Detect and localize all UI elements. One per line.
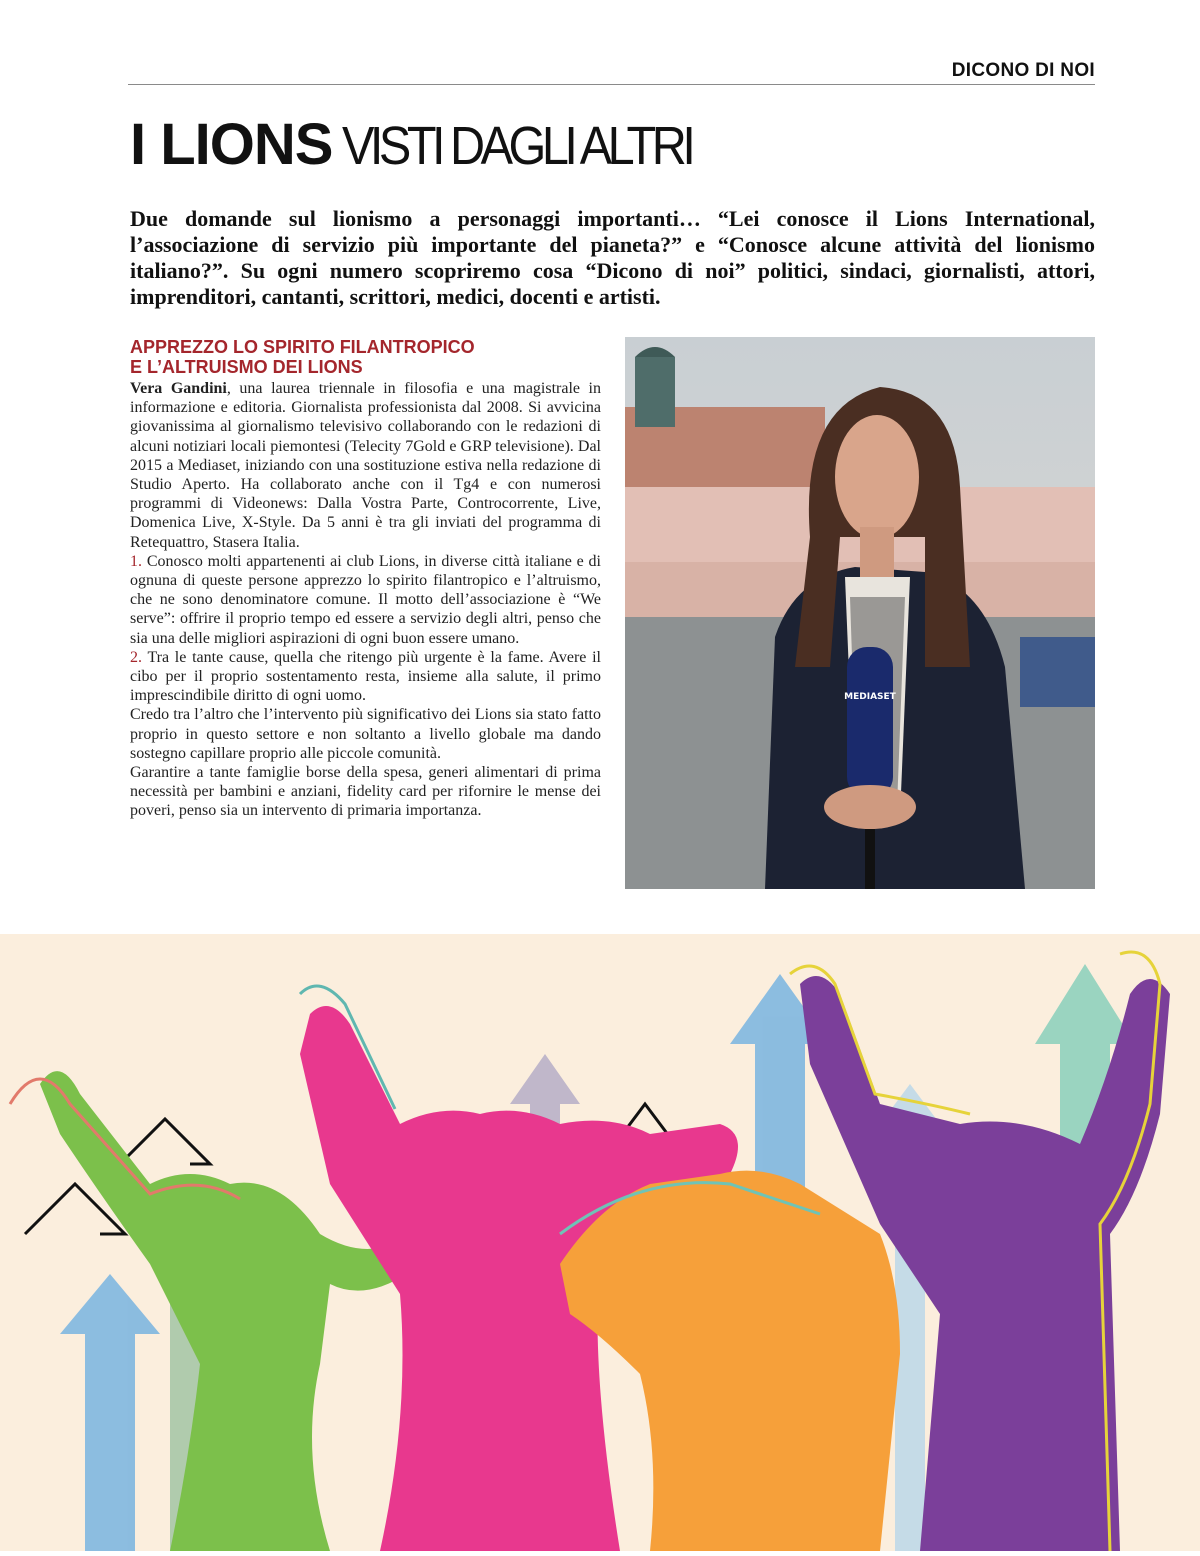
portrait-illustration <box>625 337 1095 889</box>
portrait-photo <box>625 337 1095 889</box>
article-body <box>130 379 601 821</box>
header-rule <box>128 84 1095 85</box>
mic-logo: MEDIASET <box>844 692 896 702</box>
title-strong: I LIONS <box>130 112 333 177</box>
page-title <box>130 112 731 177</box>
answer-2-paragraph-2: Credo tra l’altro che l’intervento più significativo dei Lions sia stato fatto proprio in questo settore e non soltanto a livello globale ma dando sostegno capillare proprio alle piccole comunità. <box>130 706 601 762</box>
answer-1 <box>130 552 601 648</box>
author-name: Vera Gandini <box>130 380 227 397</box>
answer-2-paragraph-3: Garantire a tante famiglie borse della spesa, generi alimentari di prima necessità per bambini e anziani, fidelity card per rifornire le mense dei poveri, penso sia un intervento di primaria importanza. <box>130 764 601 820</box>
answer-1-text: Conosco molti appartenenti ai club Lions, in diverse città italiane e di ognuna di queste persone apprezzo lo spirito filantropico e l’altruismo, che ne sono denominatore comune. Il motto dell’associazione è “We serve”: offrire il proprio tempo ed essere a servizio degli altri, penso che sia una delle migliori aspirazioni di ogni buon essere umano. <box>130 552 601 647</box>
decorative-illustration <box>0 934 1200 1551</box>
article-kicker <box>130 337 600 377</box>
section-label: DICONO DI NOI <box>951 60 1095 81</box>
bio-text: , una laurea triennale in filosofia e una magistrale in informazione e editoria. Giornalista professionista dal 2008. Si avvicina giovanissima al giornalismo televisivo collaborando con le redazioni di alcuni notiziari locali piemontesi (Telecity 7Gold e GRP televisione). Dal 2015 a Mediaset, iniziando con una sostituzione estiva nella redazione di Studio Aperto. Ha collaborato anche con il Tg4 e con numerosi programmi di Videonews: Dalla Vostra Parte, Controcorrente, Live, Domenica Live, X-Style. Da 5 anni è tra gli inviati del programma di Retequattro, Stasera Italia. <box>130 380 601 551</box>
intro-paragraph: Due domande sul lionismo a personaggi importanti… “Lei conosce il Lions International, l’associazione di servizio più importante del pianeta?” e “Conosce alcune attività del lionismo italiano?”. Su ogni numero scopriremo cosa “Dicono di noi” politici, sindaci, giornalisti, attori, imprenditori, cantanti, scrittori, medici, docenti e artisti. <box>130 206 1095 309</box>
bio-paragraph <box>130 379 601 552</box>
kicker-line-2: E L’ALTRUISMO DEI LIONS <box>130 357 363 377</box>
crowd-silhouettes-illustration <box>0 934 1200 1551</box>
answer-2-text: Tra le tante cause, quella che ritengo più urgente è la fame. Avere il cibo per il proprio sostentamento resta, insieme alla salute, il primo imprescindibile diritto di ogni uomo. <box>130 648 601 705</box>
answer-1-number: 1. <box>130 552 142 570</box>
kicker-line-1: APPREZZO LO SPIRITO FILANTROPICO <box>130 337 475 357</box>
title-light: VISTI DAGLI ALTRI <box>342 116 692 176</box>
answer-2-number: 2. <box>130 648 142 666</box>
answer-2 <box>130 648 601 706</box>
